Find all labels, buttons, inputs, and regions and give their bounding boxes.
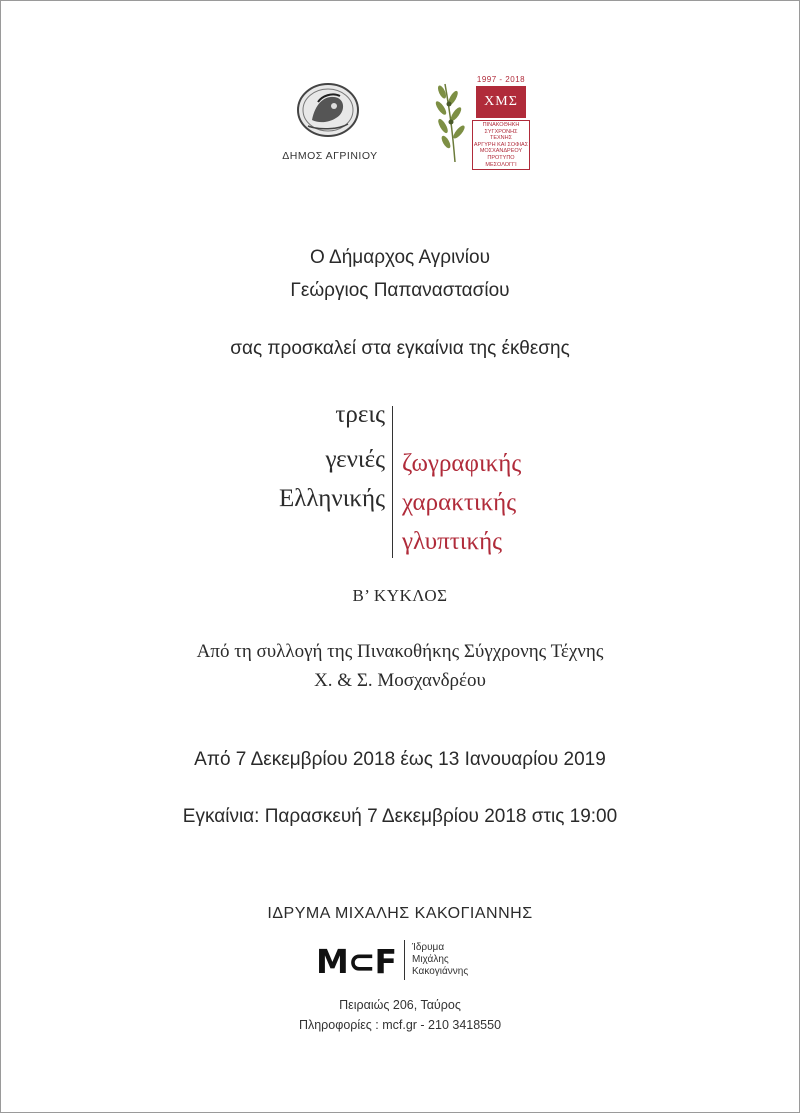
collection-owner: Χ. & Σ. Μοσχανδρέου bbox=[314, 670, 486, 691]
exhibition-dates: Από 7 Δεκεμβρίου 2018 έως 13 Ιανουαρίου 2019 bbox=[194, 749, 606, 770]
mcf-name-line: Κακογιάννης bbox=[412, 966, 469, 977]
foundation-info: Πληροφορίες : mcf.gr - 210 3418550 bbox=[298, 1018, 502, 1032]
logo-text-line: ΠΙΝΑΚΟΘΗΚΗ bbox=[482, 122, 520, 128]
invite-text: σας προσκαλεί στα εγκαίνια της έκθεσης bbox=[230, 338, 570, 359]
mayor-name: Γεώργιος Παπαναστασίου bbox=[290, 280, 510, 301]
collection-line: Από τη συλλογή της Πινακοθήκης Σύγχρονης Τέχνης bbox=[196, 641, 604, 662]
title-word-left: τρεις bbox=[335, 401, 385, 428]
mcf-name bbox=[412, 942, 468, 978]
cycle-label: Β’ ΚΥΚΛΟΣ bbox=[352, 586, 448, 605]
municipality-name: ΔΗΜΟΣ ΑΓΡΙΝΙΟΥ bbox=[282, 150, 378, 162]
logo-text-line: ΜΟΣΧΑΝΔΡΕΟΥ bbox=[479, 148, 523, 155]
title-word-left: Ελληνικής bbox=[279, 485, 385, 512]
logo-text-line: ΣΥΓΧΡΟΝΗΣ ΤΕΧΝΗΣ bbox=[484, 128, 518, 142]
foundation-name: ΙΔΡΥΜΑ ΜΙΧΑΛΗΣ ΚΑΚΟΓΙΑΝΝΗΣ bbox=[267, 905, 533, 922]
title-word-right: ζωγραφικής bbox=[402, 450, 522, 477]
title-word-left: γενιές bbox=[325, 446, 385, 473]
logo-text-line: ΠΡΟΤΥΠΟ ΜΕΣΟΛΟΓΓΙ bbox=[485, 154, 517, 168]
foundation-address: Πειραιώς 206, Ταύρος bbox=[339, 998, 461, 1012]
olive-branch-icon bbox=[433, 78, 473, 164]
mcf-name-line: Ίδρυμα bbox=[412, 942, 445, 953]
logo-monogram-box bbox=[476, 86, 526, 118]
logo-years: 1997 - 2018 bbox=[476, 75, 526, 84]
mcf-divider bbox=[404, 940, 405, 980]
pinakothiki-logo bbox=[468, 75, 534, 168]
mcf-logo: M⊂F bbox=[316, 942, 397, 981]
opening-datetime: Εγκαίνια: Παρασκευή 7 Δεκεμβρίου 2018 στις 19:00 bbox=[182, 806, 618, 827]
logo-text-block bbox=[472, 120, 530, 170]
title-word-right: χαρακτικής bbox=[402, 489, 517, 516]
logo-text-line: ΑΡΓΥΡΗ ΚΑΙ ΣΟΦΙΑΣ bbox=[473, 141, 529, 148]
ancient-coin-icon bbox=[288, 80, 368, 142]
logo-monogram: ΧΜΣ bbox=[484, 94, 518, 109]
mayor-title: Ο Δήμαρχος Αγρινίου bbox=[310, 247, 490, 268]
mcf-name-line: Μιχάλης bbox=[412, 954, 449, 965]
title-word-right: γλυπτικής bbox=[402, 528, 503, 555]
title-divider bbox=[392, 406, 393, 558]
